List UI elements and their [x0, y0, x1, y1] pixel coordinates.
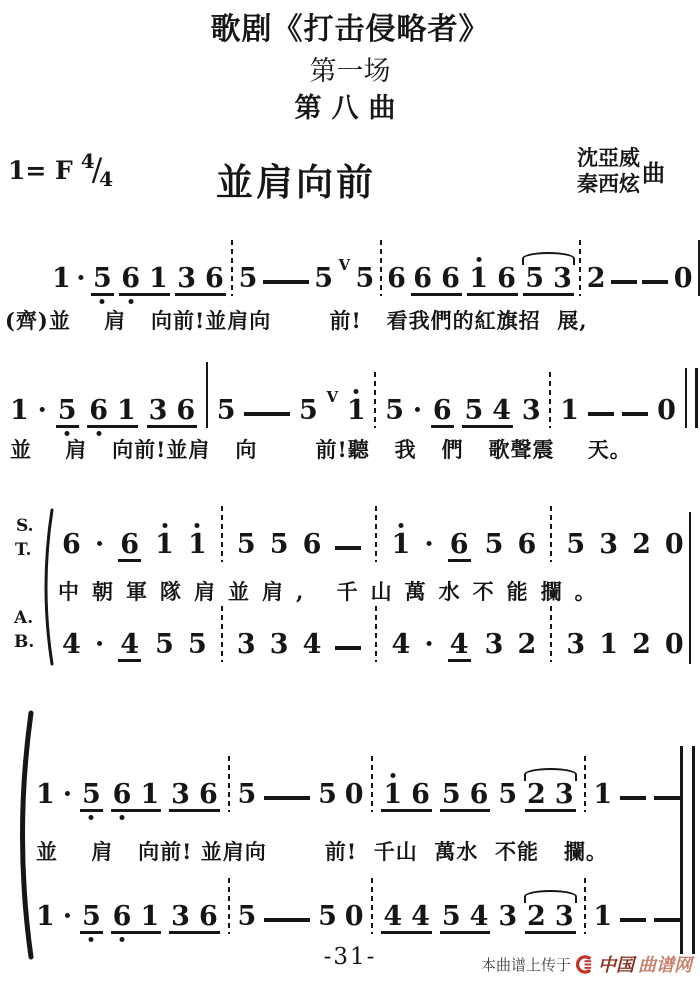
jianpu-note: 1 — [187, 529, 207, 560]
note-group — [448, 631, 471, 662]
jianpu-note: 6 — [176, 395, 196, 426]
note-group — [119, 265, 170, 296]
jianpu-note: 6 — [387, 263, 406, 294]
lyrics-line-4: 並 肩 向前! 並肩向 前! 千山 萬水 不能 攔。 — [36, 839, 608, 864]
jianpu-note: 5 — [484, 529, 504, 560]
jianpu-note: 3 — [484, 629, 504, 660]
jianpu-note: 1 — [391, 529, 411, 560]
jianpu-note: 4 — [469, 901, 489, 932]
jianpu-note: 1 — [593, 901, 613, 932]
jianpu-note: 3 — [236, 629, 256, 660]
lyrics-line-1: (齊)並 肩 向前!並肩向 前! 看我們的紅旗招 展, — [5, 308, 588, 333]
composer-name-2: 秦西炫 — [577, 171, 640, 196]
composer-suffix: 曲 — [642, 159, 665, 187]
jianpu-note: 6 — [121, 263, 141, 294]
jianpu-note: 5 — [441, 779, 461, 810]
note-group — [111, 781, 162, 812]
barline — [375, 606, 377, 662]
jianpu-note: 5 — [498, 779, 518, 810]
jianpu-note: 4 — [411, 901, 430, 932]
jianpu-note: 1 — [140, 779, 160, 810]
lyrics-line-2: 並 肩 向前!並肩 向 前!聽 我 們 歌聲震 天。 — [10, 437, 632, 462]
augmentation-dot: · — [412, 395, 423, 426]
barline — [371, 878, 373, 934]
augmentation-dot: · — [94, 529, 105, 560]
jianpu-note: 2 — [586, 263, 606, 294]
jianpu-note: 1 — [117, 395, 136, 426]
jianpu-note: 4 — [302, 629, 322, 660]
watermark-text: 本曲谱上传于 — [480, 955, 571, 974]
jianpu-note: 6 — [120, 529, 140, 560]
jianpu-note: 5 — [155, 629, 174, 660]
jianpu-note: 6 — [497, 263, 516, 294]
jianpu-note: 5 — [93, 263, 112, 294]
jianpu-note: 3 — [599, 529, 619, 560]
jianpu-note: 6 — [449, 529, 469, 560]
jianpu-note: 3 — [566, 629, 586, 660]
qupu-logo-icon — [575, 955, 594, 974]
composer-block — [577, 145, 665, 197]
jianpu-note: 1 — [36, 901, 55, 932]
voice-label-tenor: T. — [15, 540, 32, 560]
jianpu-note: 6 — [112, 901, 132, 932]
jianpu-note: 4 — [62, 629, 81, 660]
jianpu-note: 3 — [521, 395, 541, 426]
note-group — [80, 903, 103, 934]
breath-mark: V — [338, 256, 351, 274]
note-group — [87, 397, 138, 428]
voice-label-alto: A. — [14, 608, 34, 628]
voice-brace — [38, 508, 54, 666]
song-number: 第八曲 — [294, 93, 406, 124]
scene-title: 第一场 — [309, 56, 391, 87]
jianpu-note: 5 — [269, 529, 289, 560]
jianpu-note: 6 — [432, 395, 452, 426]
jianpu-note: 6 — [413, 263, 433, 294]
music-line-ab — [62, 606, 684, 662]
note-group — [118, 531, 141, 562]
breath-mark: V — [326, 388, 339, 406]
duration-dash — [654, 918, 680, 922]
barline — [584, 756, 586, 812]
duration-dash — [264, 796, 310, 800]
note-group — [147, 397, 198, 428]
jianpu-note: 5 — [81, 901, 101, 932]
jianpu-note: 1 — [469, 263, 489, 294]
jianpu-note: 4 — [391, 629, 411, 660]
note-group — [381, 781, 432, 812]
barline — [685, 368, 698, 428]
note-group — [525, 781, 576, 812]
jianpu-note: 3 — [177, 263, 197, 294]
jianpu-note: 3 — [554, 779, 574, 810]
note-group — [411, 265, 462, 296]
opera-title: 歌剧《打击侵略者》 — [210, 12, 490, 47]
jianpu-note: 5 — [318, 779, 337, 810]
jianpu-note: 1 — [52, 263, 71, 294]
jianpu-note: 1 — [593, 779, 613, 810]
barline — [371, 756, 373, 812]
augmentation-dot: · — [37, 395, 47, 426]
duration-dash — [335, 646, 361, 650]
key-note: 1= F — [8, 155, 73, 185]
watermark-site-name-light: 曲谱网 — [638, 955, 692, 976]
note-group — [440, 781, 491, 812]
jianpu-note: 0 — [344, 901, 364, 932]
note-group — [467, 265, 518, 296]
final-double-barline — [680, 746, 695, 954]
barline — [228, 756, 230, 812]
watermark — [481, 951, 692, 977]
barline — [549, 372, 551, 428]
jianpu-note: 2 — [527, 901, 546, 932]
barline — [221, 506, 223, 562]
jianpu-note: 5 — [566, 529, 586, 560]
jianpu-note: 6 — [302, 529, 322, 560]
jianpu-note: 5 — [238, 263, 258, 294]
music-line-1 — [52, 240, 700, 296]
jianpu-note: 6 — [205, 263, 224, 294]
jianpu-note: 1 — [149, 263, 168, 294]
duration-dash — [622, 412, 648, 416]
jianpu-note: 3 — [498, 901, 518, 932]
lyrics-line-3: 中朝軍隊肩並肩, 千山萬水不能攔。 — [58, 579, 609, 604]
duration-dash — [263, 280, 309, 284]
jianpu-note: 6 — [411, 779, 430, 810]
jianpu-note: 5 — [216, 395, 236, 426]
jianpu-note: 6 — [62, 529, 81, 560]
jianpu-note: 4 — [449, 629, 469, 660]
time-signature — [80, 149, 114, 191]
note-group — [56, 397, 79, 428]
note-group — [525, 903, 576, 934]
jianpu-note: 3 — [269, 629, 289, 660]
jianpu-note: 1 — [155, 529, 174, 560]
jianpu-note: 5 — [385, 395, 405, 426]
jianpu-note: 6 — [198, 901, 218, 932]
augmentation-dot: · — [62, 779, 73, 810]
jianpu-note: 3 — [171, 901, 190, 932]
meter-slash: / — [91, 152, 103, 188]
barline — [231, 240, 233, 296]
note-group — [431, 397, 454, 428]
augmentation-dot: · — [62, 901, 73, 932]
barline — [584, 878, 586, 934]
jianpu-note: 3 — [553, 263, 572, 294]
jianpu-note: 6 — [89, 395, 109, 426]
jianpu-note: 4 — [383, 901, 403, 932]
song-title: 並肩向前 — [216, 160, 376, 204]
note-group — [381, 903, 432, 934]
jianpu-note: 1 — [599, 629, 619, 660]
jianpu-note: 6 — [441, 263, 460, 294]
jianpu-note: 0 — [673, 263, 693, 294]
jianpu-note: 5 — [236, 529, 256, 560]
page-number: -31- — [323, 944, 377, 970]
jianpu-note: 3 — [148, 395, 168, 426]
barline — [374, 372, 376, 428]
jianpu-note: 5 — [81, 779, 101, 810]
jianpu-note: 5 — [314, 263, 334, 294]
note-group — [111, 903, 162, 934]
music-line-4 — [36, 756, 680, 812]
jianpu-note: 5 — [441, 901, 461, 932]
duration-dash — [244, 412, 290, 416]
barline — [375, 506, 377, 562]
duration-dash — [642, 280, 668, 284]
system-end-barline — [689, 512, 691, 664]
meter-upper: 4 — [80, 149, 95, 173]
barline — [550, 506, 552, 562]
watermark-site-name-dark: 中国 — [598, 955, 634, 976]
jianpu-note: 6 — [112, 779, 132, 810]
note-group — [175, 265, 226, 296]
jianpu-note: 2 — [527, 779, 546, 810]
jianpu-note: 5 — [57, 395, 77, 426]
jianpu-note: 1 — [36, 779, 55, 810]
music-line-2 — [10, 362, 698, 428]
jianpu-note: 1 — [140, 901, 160, 932]
music-line-st — [62, 506, 684, 562]
barline — [550, 606, 552, 662]
duration-dash — [611, 280, 637, 284]
duration-dash — [654, 796, 680, 800]
jianpu-note: 5 — [525, 263, 545, 294]
meter-lower: 4 — [99, 167, 114, 191]
jianpu-note: 4 — [492, 395, 512, 426]
jianpu-note: 1 — [346, 395, 366, 426]
jianpu-note: 3 — [554, 901, 574, 932]
duration-dash — [335, 546, 361, 550]
jianpu-note: 5 — [464, 395, 484, 426]
duration-dash — [588, 412, 614, 416]
jianpu-note: 0 — [664, 629, 684, 660]
jianpu-note: 0 — [657, 395, 676, 426]
barline — [579, 240, 581, 296]
music-line-5 — [36, 878, 680, 934]
key-signature — [8, 149, 114, 191]
voice-label-soprano: S. — [16, 516, 34, 536]
note-group — [91, 265, 114, 296]
duration-dash — [620, 796, 646, 800]
note-group — [523, 265, 574, 296]
note-group — [169, 903, 220, 934]
jianpu-note: 6 — [517, 529, 537, 560]
jianpu-note: 0 — [664, 529, 684, 560]
jianpu-note: 6 — [469, 779, 489, 810]
duration-dash — [264, 918, 310, 922]
duration-dash — [620, 918, 646, 922]
jianpu-note: 3 — [171, 779, 190, 810]
jianpu-note: 1 — [10, 395, 29, 426]
jianpu-note: 0 — [344, 779, 364, 810]
jianpu-note: 2 — [632, 629, 651, 660]
jianpu-note: 6 — [198, 779, 218, 810]
note-group — [440, 903, 491, 934]
jianpu-note: 5 — [187, 629, 207, 660]
note-group — [169, 781, 220, 812]
jianpu-note: 1 — [383, 779, 403, 810]
voice-label-bass: B. — [14, 632, 35, 652]
jianpu-note: 5 — [318, 901, 337, 932]
augmentation-dot: · — [424, 529, 434, 560]
note-group — [118, 631, 141, 662]
barline — [206, 362, 208, 428]
jianpu-note: 2 — [632, 529, 651, 560]
augmentation-dot: · — [94, 629, 105, 660]
augmentation-dot: · — [424, 629, 434, 660]
note-group — [448, 531, 471, 562]
augmentation-dot: · — [76, 263, 86, 294]
barline — [228, 878, 230, 934]
jianpu-note: 5 — [298, 395, 318, 426]
jianpu-note: 2 — [517, 629, 537, 660]
jianpu-note: 5 — [355, 263, 375, 294]
barline — [221, 606, 223, 662]
note-group — [80, 781, 103, 812]
system-brace — [12, 710, 34, 960]
note-group — [462, 397, 513, 428]
jianpu-note: 5 — [237, 779, 257, 810]
jianpu-note: 1 — [560, 395, 579, 426]
jianpu-note: 5 — [237, 901, 257, 932]
jianpu-note: 4 — [120, 629, 140, 660]
composer-name-1: 沈亞威 — [577, 145, 640, 170]
barline — [380, 240, 382, 296]
